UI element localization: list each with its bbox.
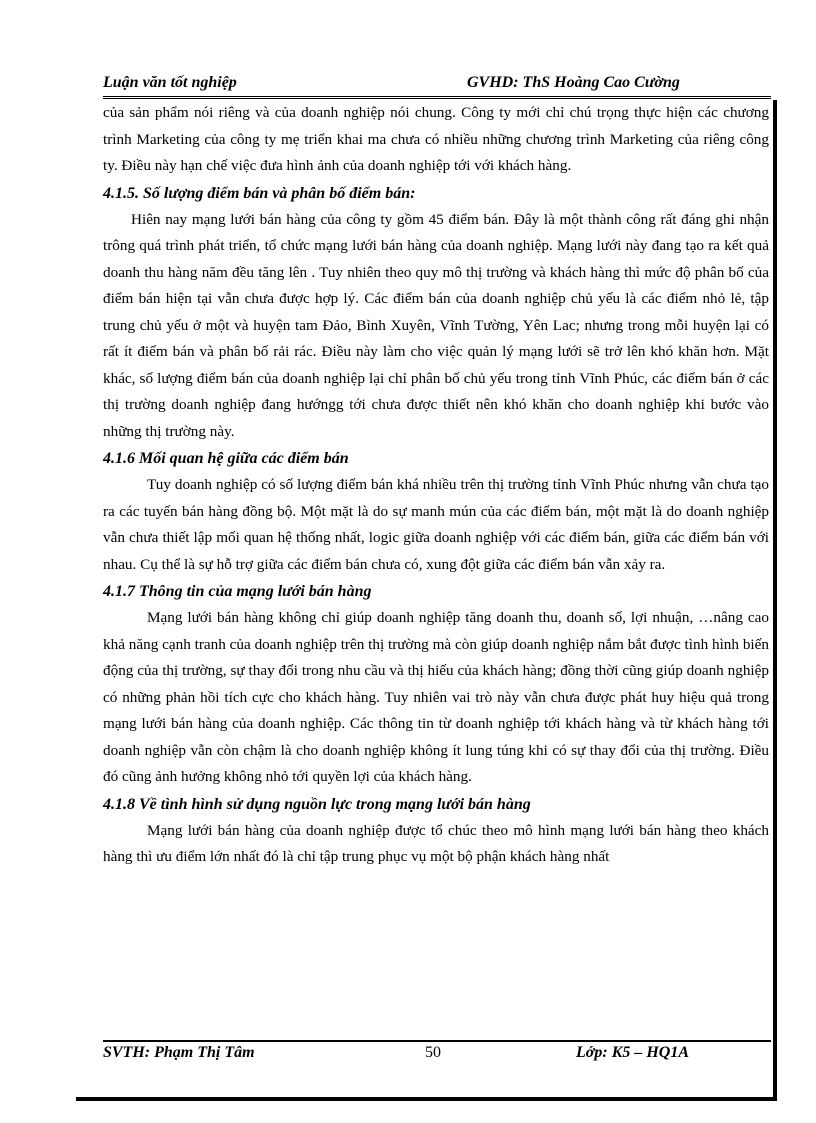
page-border-shadow-bottom	[76, 1097, 777, 1101]
footer-divider	[103, 1040, 771, 1042]
page-footer	[103, 1044, 771, 1066]
section-heading-4-1-5: 4.1.5. Số lượng điểm bán và phân bố điểm bán:	[103, 184, 416, 202]
section-heading-4-1-6: 4.1.6 Mối quan hệ giữa các điểm bán	[103, 450, 349, 467]
header-supervisor: GVHD: ThS Hoàng Cao Cường	[467, 74, 680, 91]
paragraph-4-1-8: Mạng lưới bán hàng của doanh nghiệp được tổ chúc theo mô hình mạng lưới bán hàng theo khách hàng thì ưu điểm lớn nhất đó là chỉ tập trung phục vụ một bộ phận khách hàng nhất	[103, 821, 769, 865]
footer-student-name: SVTH: Phạm Thị Tâm	[103, 1044, 255, 1061]
page-number: 50	[425, 1044, 441, 1061]
paragraph-4-1-6: Tuy doanh nghiệp có số lượng điểm bán khá nhiều trên thị trường tỉnh Vĩnh Phúc nhưng vẫn chưa tạo ra các tuyến bán hàng đồng bộ. Một mặt là do sự manh mún của các điểm bán, một mặt là do doanh nghiệp vẫn chưa thiết lập mối quan hệ thống nhất, logic giữa doanh nghiệp với các điểm bán, giữa các điểm bán với nhau. Cụ thể là sự hỗ trợ giữa các điểm bán chưa có, xung đột giữa các điểm bán vẫn xảy ra.	[103, 476, 769, 573]
header-thesis-title: Luận văn tốt nghiệp	[103, 74, 237, 91]
paragraph-4-1-7: Mạng lưới bán hàng không chỉ giúp doanh nghiệp tăng doanh thu, doanh số, lợi nhuận, …nâng cao khả năng cạnh tranh của doanh nghiệp trên thị trường mà còn giúp doanh nghiệp nắm bắt được tình hình biến động của thị trường, sự thay đổi trong nhu cầu và thị hiếu của khách hàng; đồng thời cũng giúp doanh nghiệp có những phản hồi tích cực cho khách hàng. Tuy nhiên vai trò này vẫn chưa được phát huy hiệu quả trong mạng lưới bán hàng của doanh nghiệp. Các thông tin từ doanh nghiệp tới khách hàng và từ khách hàng tới doanh nghiệp vẫn còn chậm là cho doanh nghiệp không ít lung túng khi có sự thay đổi của thị trường. Điều đó cũng ảnh hưởng không nhỏ tới quyền lợi của khách hàng.	[103, 609, 769, 785]
footer-class: Lớp: K5 – HQ1A	[576, 1044, 690, 1061]
header-divider	[103, 96, 771, 99]
section-heading-4-1-8: 4.1.8 Về tình hình sử dụng nguồn lực trong mạng lưới bán hàng	[103, 795, 531, 813]
page-border-shadow-right	[773, 100, 777, 1100]
paragraph-4-1-5: Hiên nay mạng lưới bán hàng của công ty gồm 45 điểm bán. Đây là một thành công rất đáng ghi nhận trông quá trình phát triển, tổ chức mạng lưới bán hàng của doanh nghiệp. Mạng lưới này đang tạo ra kết quả doanh thu hàng năm đều tăng lên . Tuy nhiên theo quy mô thị trường và khách hàng thì mức độ phân bố của điểm bán hiện tại vẫn chưa được hợp lý. Các điểm bán của doanh nghiệp chủ yếu là các điểm nhỏ lẻ, tập trung chủ yếu ở một và huyện tam Đảo, Bình Xuyên, Vĩnh Tường, Yên Lac; nhưng trong mỗi huyện lại có rất ít điểm bán và phân bố rải rác. Điều này làm cho việc quản lý mạng lưới sẽ trở lên khó khăn hơn. Mặt khác, số lượng điểm bán của doanh nghiệp lại chỉ phân bố chủ yếu trong tỉnh Vĩnh Phúc, các điểm bán ở các thị trường doanh nghiệp đang hướngg tới chưa được thiết nên khó khăn cho doanh nghiệp khi bước vào những thị trường này.	[103, 210, 769, 440]
page-header	[103, 74, 771, 96]
section-heading-4-1-7: 4.1.7 Thông tin của mạng lưới bán hàng	[103, 583, 372, 600]
document-body	[103, 100, 769, 871]
paragraph-continued: của sản phẩm nói riêng và của doanh nghiệp nói chung. Công ty mới chỉ chú trọng thực hiện các chương trình Marketing của công ty mẹ triển khai ma chưa có nhiều những chương trình Marketing của riêng công ty. Điều này hạn chế việc đưa hình ảnh của doanh nghiệp tới với khách hàng.	[103, 104, 769, 174]
